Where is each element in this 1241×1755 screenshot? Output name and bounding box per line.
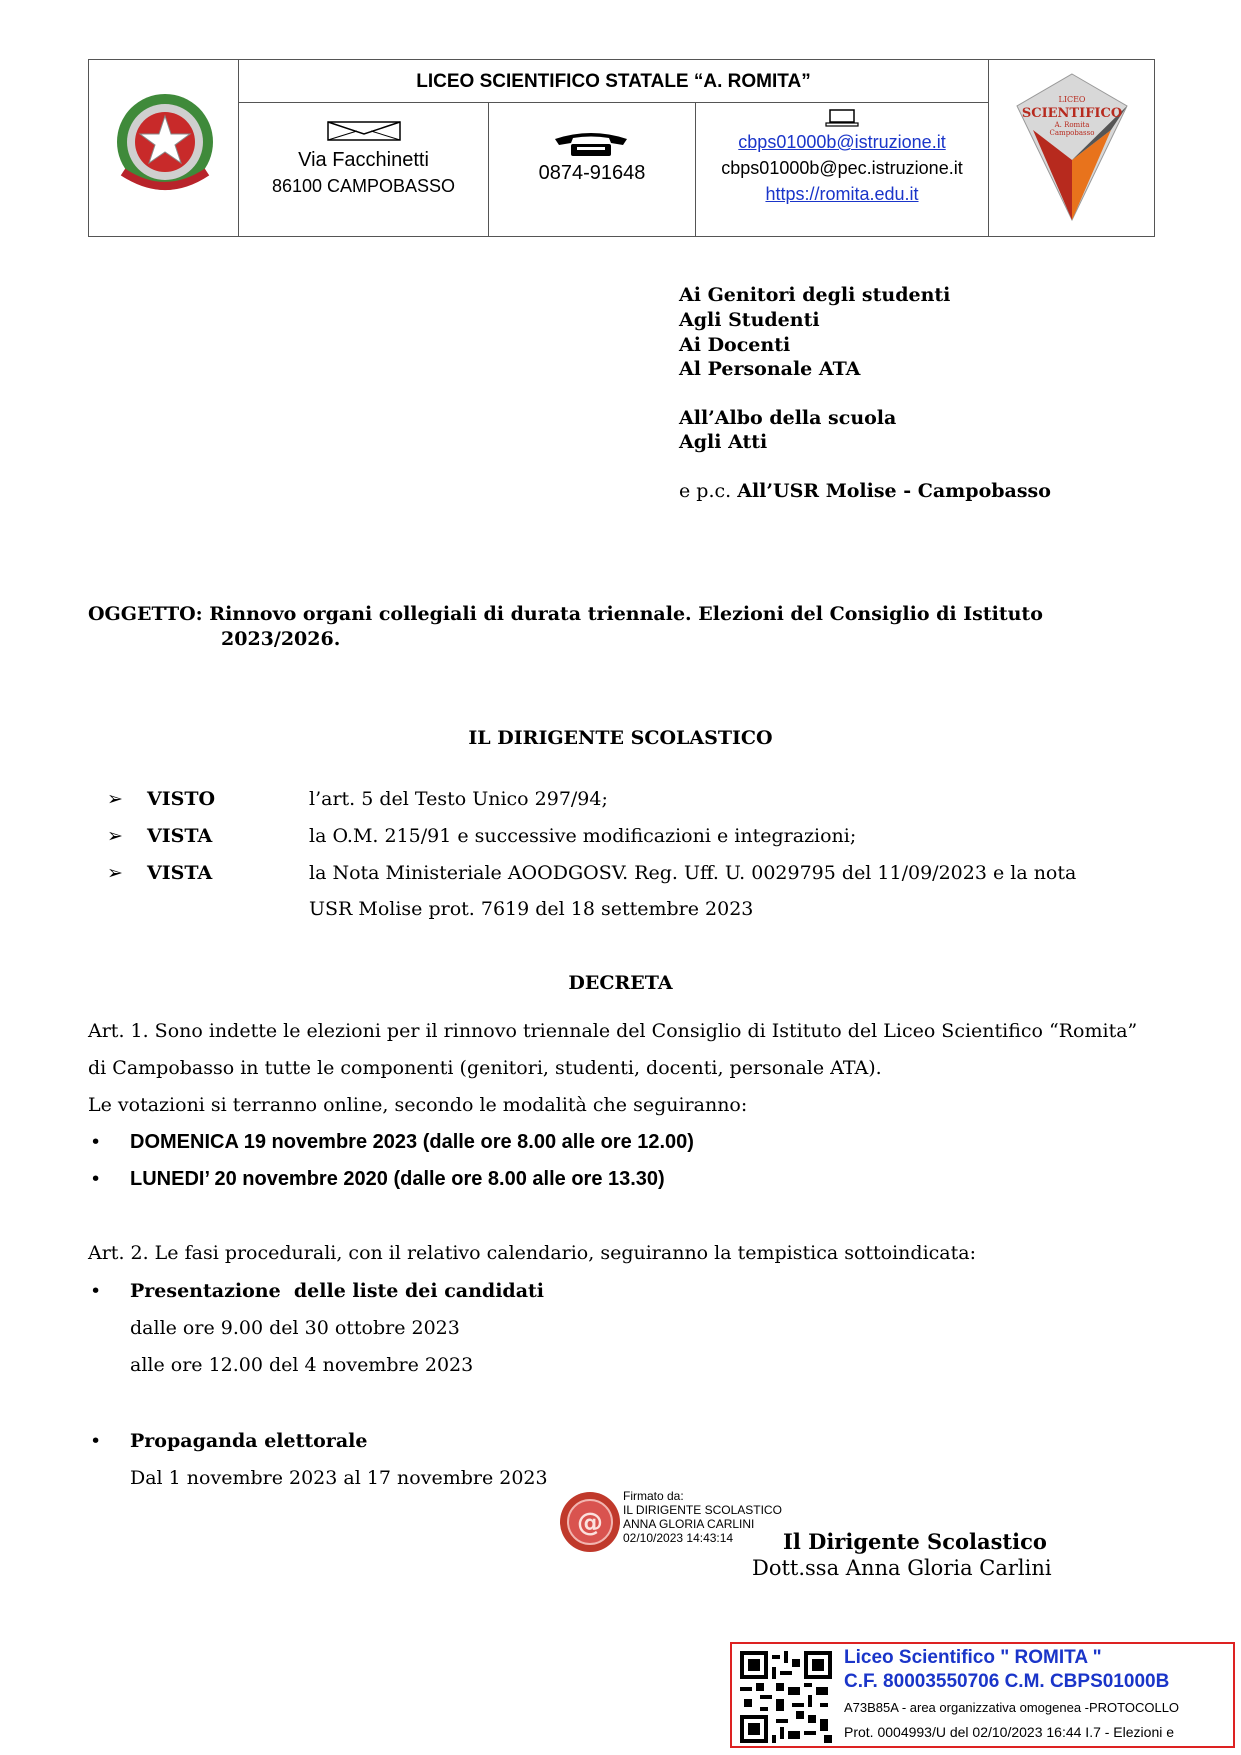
signature-signer: ANNA GLORIA CARLINI bbox=[623, 1517, 755, 1531]
email-link[interactable]: cbps01000b@istruzione.it bbox=[738, 132, 946, 152]
issuer-heading: IL DIRIGENTE SCOLASTICO bbox=[468, 727, 773, 749]
recipient-records: Agli Atti bbox=[679, 431, 768, 453]
digital-signature-info bbox=[623, 1489, 782, 1545]
bullet-icon: • bbox=[90, 1280, 102, 1302]
address-street: Via Facchinetti bbox=[298, 149, 429, 171]
cc-prefix: e p.c. bbox=[679, 480, 732, 502]
phase-title: Presentazione delle liste dei candidati bbox=[130, 1280, 545, 1302]
cc-line bbox=[679, 480, 1051, 502]
subject-text: Rinnovo organi collegiali di durata triennale. Elezioni del Consiglio di Istituto bbox=[209, 603, 1043, 625]
art2-text: Art. 2. Le fasi procedurali, con il relativo calendario, seguiranno la tempistica sottoindicata: bbox=[88, 1242, 976, 1264]
contact-cell bbox=[696, 103, 988, 236]
arrow-bullet-icon: ➢ bbox=[107, 825, 123, 847]
consideration-text-continued: USR Molise prot. 7619 del 18 settembre 2023 bbox=[309, 898, 754, 920]
logo-text-romita: A. Romita bbox=[1054, 121, 1090, 129]
signature-name: Dott.ssa Anna Gloria Carlini bbox=[752, 1556, 1052, 1580]
logo-text-campobasso: Campobasso bbox=[1049, 129, 1095, 137]
arrow-bullet-icon: ➢ bbox=[107, 862, 123, 884]
school-logo bbox=[988, 60, 1154, 236]
pec-email: cbps01000b@pec.istruzione.it bbox=[721, 158, 963, 178]
qr-code-icon bbox=[740, 1651, 832, 1743]
bullet-icon: • bbox=[90, 1430, 102, 1452]
digital-signature-seal-icon bbox=[558, 1490, 622, 1554]
consideration-text: la Nota Ministeriale AOODGOSV. Reg. Uff. U. 0029795 del 11/09/2023 e la nota bbox=[309, 862, 1077, 884]
phone-cell bbox=[489, 103, 696, 236]
address-city: 86100 CAMPOBASSO bbox=[271, 176, 456, 196]
phase-dates: Dal 1 novembre 2023 al 17 novembre 2023 bbox=[130, 1467, 548, 1489]
protocol-area: A73B85A - area organizzativa omogenea -PROTOCOLLO bbox=[844, 1700, 1180, 1715]
protocol-stamp bbox=[730, 1642, 1235, 1748]
decree-heading: DECRETA bbox=[568, 972, 673, 994]
consideration-text: l’art. 5 del Testo Unico 297/94; bbox=[309, 788, 608, 810]
art1-text: Art. 1. Sono indette le elezioni per il rinnovo triennale del Consiglio di Istituto del Liceo Scientifico “Romita” bbox=[88, 1020, 1138, 1042]
letterhead bbox=[88, 59, 1155, 237]
protocol-codes: C.F. 80003550706 C.M. CBPS01000B bbox=[844, 1671, 1170, 1692]
recipient-parents: Ai Genitori degli studenti bbox=[679, 284, 951, 306]
arrow-bullet-icon: ➢ bbox=[107, 788, 123, 810]
republic-emblem bbox=[89, 60, 239, 236]
recipient-ata-staff: Al Personale ATA bbox=[679, 358, 861, 380]
phone-number: 0874-91648 bbox=[538, 162, 646, 184]
signature-role: IL DIRIGENTE SCOLASTICO bbox=[623, 1503, 782, 1517]
signature-title: Il Dirigente Scolastico bbox=[783, 1529, 1047, 1554]
recipient-school-board: All’Albo della scuola bbox=[679, 407, 897, 429]
art1-text-2: di Campobasso in tutte le componenti (genitori, studenti, docenti, personale ATA). bbox=[88, 1057, 882, 1079]
cc-target: All’USR Molise - Campobasso bbox=[737, 480, 1051, 502]
recipient-teachers: Ai Docenti bbox=[679, 334, 791, 356]
telephone-icon bbox=[551, 131, 631, 157]
logo-text-liceo: LICEO bbox=[1058, 95, 1086, 104]
school-name: LICEO SCIENTIFICO STATALE “A. ROMITA” bbox=[239, 60, 988, 103]
envelope-icon bbox=[327, 121, 401, 141]
consideration-text: la O.M. 215/91 e successive modificazioni e integrazioni; bbox=[309, 825, 857, 847]
voting-day: DOMENICA 19 novembre 2023 (dalle ore 8.00 alle ore 12.00) bbox=[130, 1131, 694, 1153]
phase-title: Propaganda elettorale bbox=[130, 1430, 368, 1452]
bullet-icon: • bbox=[90, 1131, 102, 1153]
computer-icon bbox=[824, 109, 860, 127]
signature-timestamp: 02/10/2023 14:43:14 bbox=[623, 1531, 734, 1545]
phase-date-from: dalle ore 9.00 del 30 ottobre 2023 bbox=[130, 1317, 460, 1339]
consideration-key: VISTA bbox=[147, 825, 213, 847]
protocol-number: Prot. 0004993/U del 02/10/2023 16:44 I.7 - Elezioni e bbox=[844, 1724, 1175, 1740]
art1-text-3: Le votazioni si terranno online, secondo le modalità che seguiranno: bbox=[88, 1094, 748, 1116]
signature-signed-by: Firmato da: bbox=[623, 1489, 684, 1503]
protocol-school: Liceo Scientifico " ROMITA " bbox=[844, 1647, 1102, 1668]
consideration-key: VISTA bbox=[147, 862, 213, 884]
voting-day: LUNEDI’ 20 novembre 2020 (dalle ore 8.00 alle ore 13.30) bbox=[130, 1168, 665, 1190]
subject-label: OGGETTO: bbox=[88, 603, 203, 625]
subject-continuation: 2023/2026. bbox=[221, 628, 341, 650]
bullet-icon: • bbox=[90, 1168, 102, 1190]
phase-date-to: alle ore 12.00 del 4 novembre 2023 bbox=[130, 1354, 474, 1376]
logo-text-scientifico: SCIENTIFICO bbox=[1021, 106, 1123, 121]
subject-line bbox=[88, 603, 1043, 625]
address-cell bbox=[239, 103, 489, 236]
svg-text:@: @ bbox=[577, 1508, 603, 1538]
website-link[interactable]: https://romita.edu.it bbox=[765, 184, 919, 204]
consideration-key: VISTO bbox=[147, 788, 216, 810]
recipient-students: Agli Studenti bbox=[679, 309, 820, 331]
